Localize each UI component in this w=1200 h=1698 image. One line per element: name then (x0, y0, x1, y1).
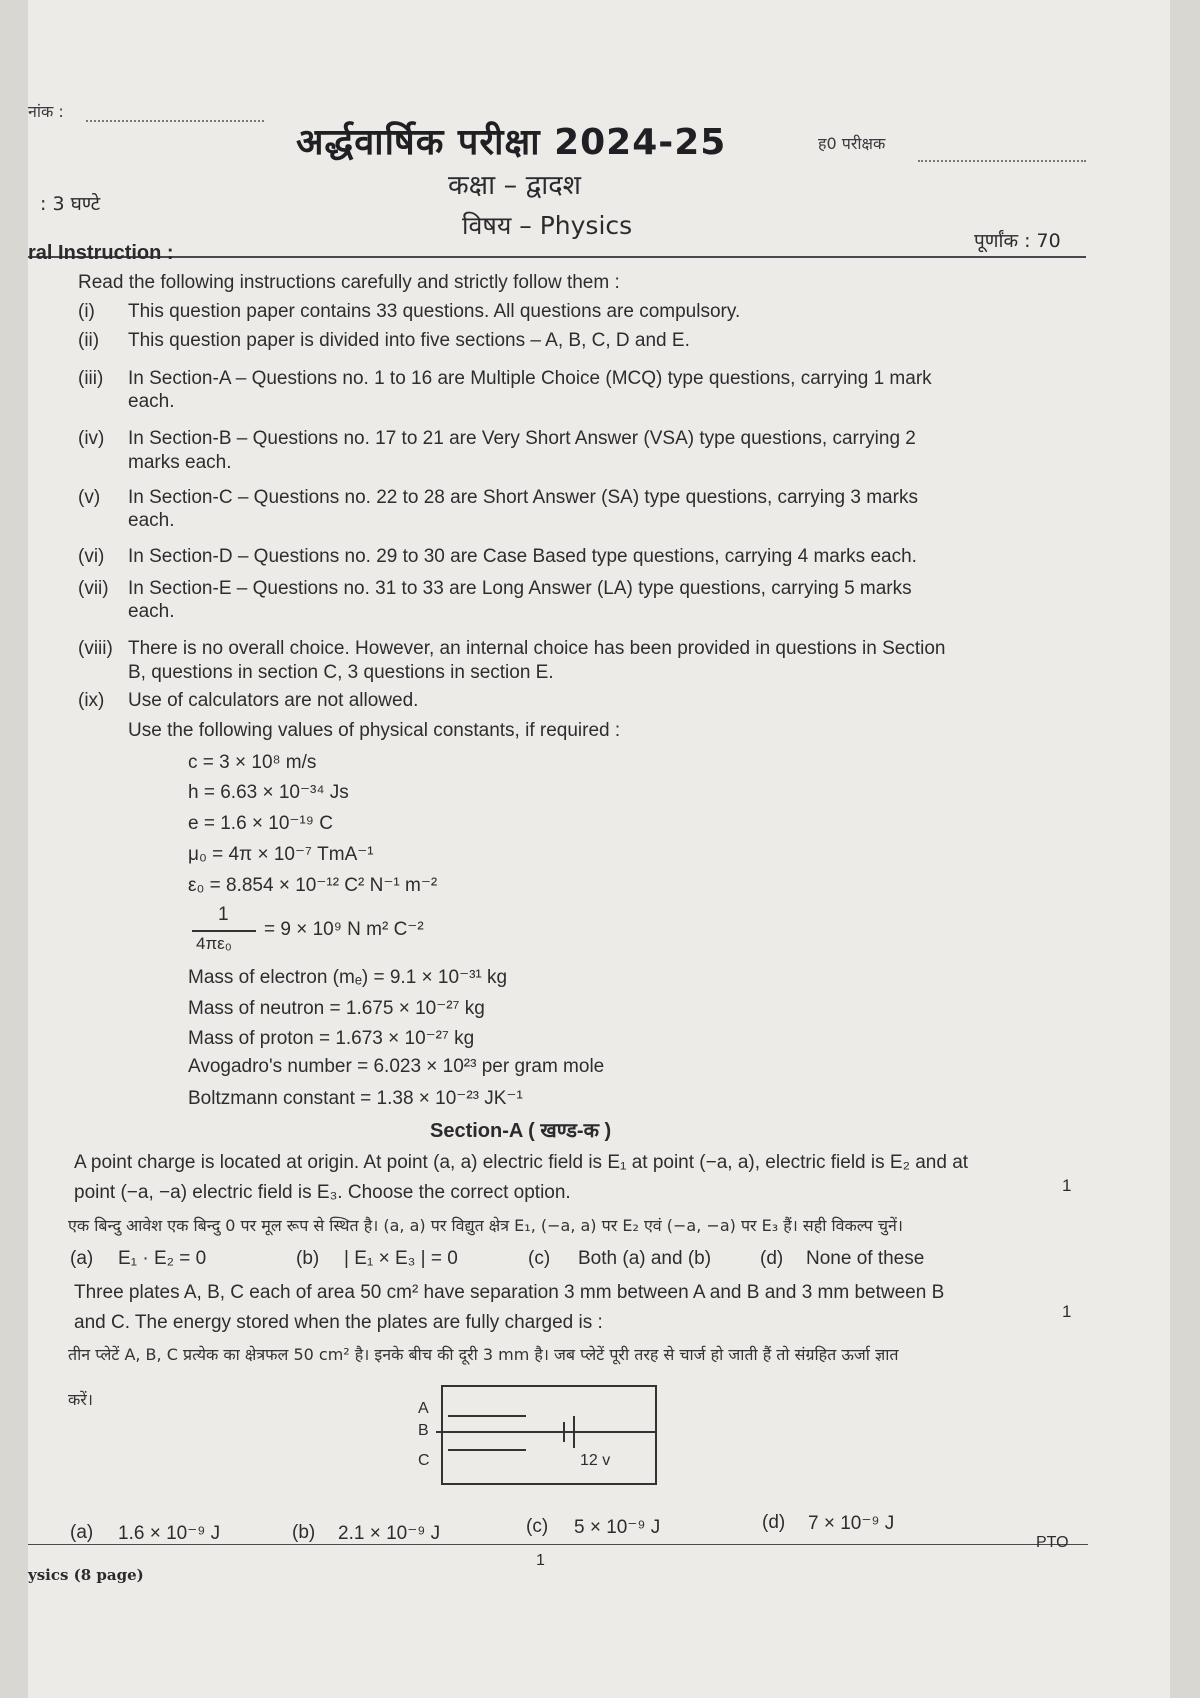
q2-text-line1: Three plates A, B, C each of area 50 cm² have separation 3 mm between A and B and 3 mm between B (74, 1282, 945, 1303)
q1-option-label: (b) (296, 1248, 320, 1269)
examiner-blank (918, 160, 1086, 162)
constant-epsilon0: ε₀ = 8.854 × 10⁻¹² C² N⁻¹ m⁻² (188, 875, 438, 896)
q2-option-b: 2.1 × 10⁻⁹ J (338, 1523, 441, 1544)
q1-text-line1: A point charge is located at origin. At point (a, a) electric field is E₁ at point (−a, a), electric field is E₂ and at (74, 1152, 969, 1173)
q1-option-d: None of these (806, 1248, 925, 1269)
section-a-heading: Section-A ( खण्ड-क ) (430, 1120, 612, 1142)
instruction-num: (i) (78, 301, 95, 322)
instruction-num: (ii) (78, 330, 100, 351)
q1-option-b: | E₁ × E₃ | = 0 (344, 1248, 458, 1269)
max-marks: पूर्णांक : 70 (974, 230, 1061, 252)
examiner-label: ह0 परीक्षक (818, 134, 886, 153)
constant-electron-mass: Mass of electron (mₑ) = 9.1 × 10⁻³¹ kg (188, 967, 508, 988)
instruction-continuation: marks each. (128, 452, 232, 473)
fraction-denominator: 4πε₀ (196, 934, 232, 953)
constant-coulomb: = 9 × 10⁹ N m² C⁻² (264, 919, 424, 940)
q2-text-line2: and C. The energy stored when the plates are fully charged is : (74, 1312, 603, 1333)
instruction-continuation: B, questions in section C, 3 questions in section E. (128, 662, 554, 683)
instruction-num: (vi) (78, 546, 105, 567)
roll-number-blank (86, 120, 264, 122)
page-number: 1 (536, 1552, 545, 1569)
instruction-num: (viii) (78, 638, 113, 659)
circuit-wire-loop (442, 1386, 656, 1484)
instruction-text: This question paper contains 33 questions. All questions are compulsory. (128, 301, 741, 322)
q2-option-label: (c) (526, 1516, 549, 1537)
instruction-num: (iv) (78, 428, 105, 449)
instruction-continuation: each. (128, 391, 175, 412)
q1-option-label: (c) (528, 1248, 551, 1269)
instruction-num: (v) (78, 487, 101, 508)
q1-text-line2: point (−a, −a) electric field is E₃. Choose the correct option. (74, 1182, 571, 1203)
instruction-num: (iii) (78, 368, 104, 389)
constants-intro: Use the following values of physical constants, if required : (128, 720, 621, 741)
constant-neutron-mass: Mass of neutron = 1.675 × 10⁻²⁷ kg (188, 998, 485, 1019)
battery-voltage: 12 v (580, 1452, 611, 1469)
q2-option-d: 7 × 10⁻⁹ J (808, 1513, 895, 1534)
instruction-text: In Section-D – Questions no. 29 to 30 are Case Based type questions, carrying 4 marks each. (128, 546, 917, 567)
instructions-intro: Read the following instructions carefully and strictly follow them : (78, 272, 620, 293)
footer-divider (28, 1544, 1088, 1545)
pto-label: PTO (1036, 1534, 1069, 1551)
fraction-numerator: 1 (218, 904, 229, 925)
instruction-text: This question paper is divided into five sections – A, B, C, D and E. (128, 330, 690, 351)
q2-option-label: (d) (762, 1512, 786, 1533)
q1-option-label: (d) (760, 1248, 784, 1269)
q1-marks: 1 (1062, 1176, 1072, 1195)
constant-boltzmann: Boltzmann constant = 1.38 × 10⁻²³ JK⁻¹ (188, 1088, 523, 1109)
constant-avogadro: Avogadro's number = 6.023 × 10²³ per gram mole (188, 1056, 605, 1077)
q2-option-label: (a) (70, 1522, 94, 1543)
instruction-text: In Section-A – Questions no. 1 to 16 are Multiple Choice (MCQ) type questions, carrying 1 mark (128, 368, 932, 389)
header-divider (28, 256, 1086, 258)
constant-e: e = 1.6 × 10⁻¹⁹ C (188, 813, 333, 834)
plate-c-label: C (418, 1452, 430, 1469)
q1-hindi: एक बिन्दु आवेश एक बिन्दु 0 पर मूल रूप से स्थित है। (a, a) पर विद्युत क्षेत्र E₁, (−a, a) पर E₂ एवं (−a, −a) पर E₃ हैं। सही विकल्प चुनें। (68, 1216, 903, 1235)
instruction-num: (vii) (78, 578, 109, 599)
class-line: कक्षा – द्वादश (448, 170, 581, 201)
constant-proton-mass: Mass of proton = 1.673 × 10⁻²⁷ kg (188, 1028, 475, 1049)
subject-pages: ysics (8 page) (28, 1566, 144, 1584)
q2-hindi-line2: करें। (68, 1390, 93, 1409)
q2-marks: 1 (1062, 1302, 1072, 1321)
exam-title: अर्द्धवार्षिक परीक्षा 2024-25 (296, 122, 727, 163)
q1-option-label: (a) (70, 1248, 94, 1269)
subject-line: विषय – Physics (462, 211, 633, 240)
instruction-continuation: each. (128, 601, 175, 622)
instruction-text: Use of calculators are not allowed. (128, 690, 419, 711)
q1-option-c: Both (a) and (b) (578, 1248, 712, 1269)
constant-mu0: μ₀ = 4π × 10⁻⁷ TmA⁻¹ (188, 844, 374, 865)
roll-number-label: नांक : (28, 102, 64, 121)
plate-a-label: A (418, 1400, 429, 1417)
capacitor-circuit-diagram (416, 1380, 668, 1490)
instructions-heading: ral Instruction : (28, 242, 174, 264)
constant-c: c = 3 × 10⁸ m/s (188, 752, 317, 773)
instruction-continuation: each. (128, 510, 175, 531)
circuit-svg (416, 1380, 668, 1490)
instruction-text: In Section-C – Questions no. 22 to 28 are Short Answer (SA) type questions, carrying 3 marks (128, 487, 918, 508)
duration: : 3 घण्टे (40, 193, 101, 215)
instruction-num: (ix) (78, 690, 105, 711)
constant-h: h = 6.63 × 10⁻³⁴ Js (188, 782, 349, 803)
instruction-text: In Section-E – Questions no. 31 to 33 are Long Answer (LA) type questions, carrying 5 marks (128, 578, 912, 599)
fraction-bar (192, 930, 256, 932)
q2-option-label: (b) (292, 1522, 316, 1543)
instruction-text: There is no overall choice. However, an internal choice has been provided in questions in Section (128, 638, 946, 659)
q2-option-a: 1.6 × 10⁻⁹ J (118, 1523, 221, 1544)
plate-b-label: B (418, 1422, 429, 1439)
q2-hindi-line1: तीन प्लेटें A, B, C प्रत्येक का क्षेत्रफल 50 cm² है। इनके बीच की दूरी 3 mm है। जब प्लेटें पूरी तरह से चार्ज हो जाती हैं तो संग्रहित ऊर्जा ज्ञात (68, 1345, 899, 1364)
q1-option-a: E₁ · E₂ = 0 (118, 1248, 207, 1269)
instruction-text: In Section-B – Questions no. 17 to 21 are Very Short Answer (VSA) type questions, carrying 2 (128, 428, 916, 449)
q2-option-c: 5 × 10⁻⁹ J (574, 1517, 661, 1538)
